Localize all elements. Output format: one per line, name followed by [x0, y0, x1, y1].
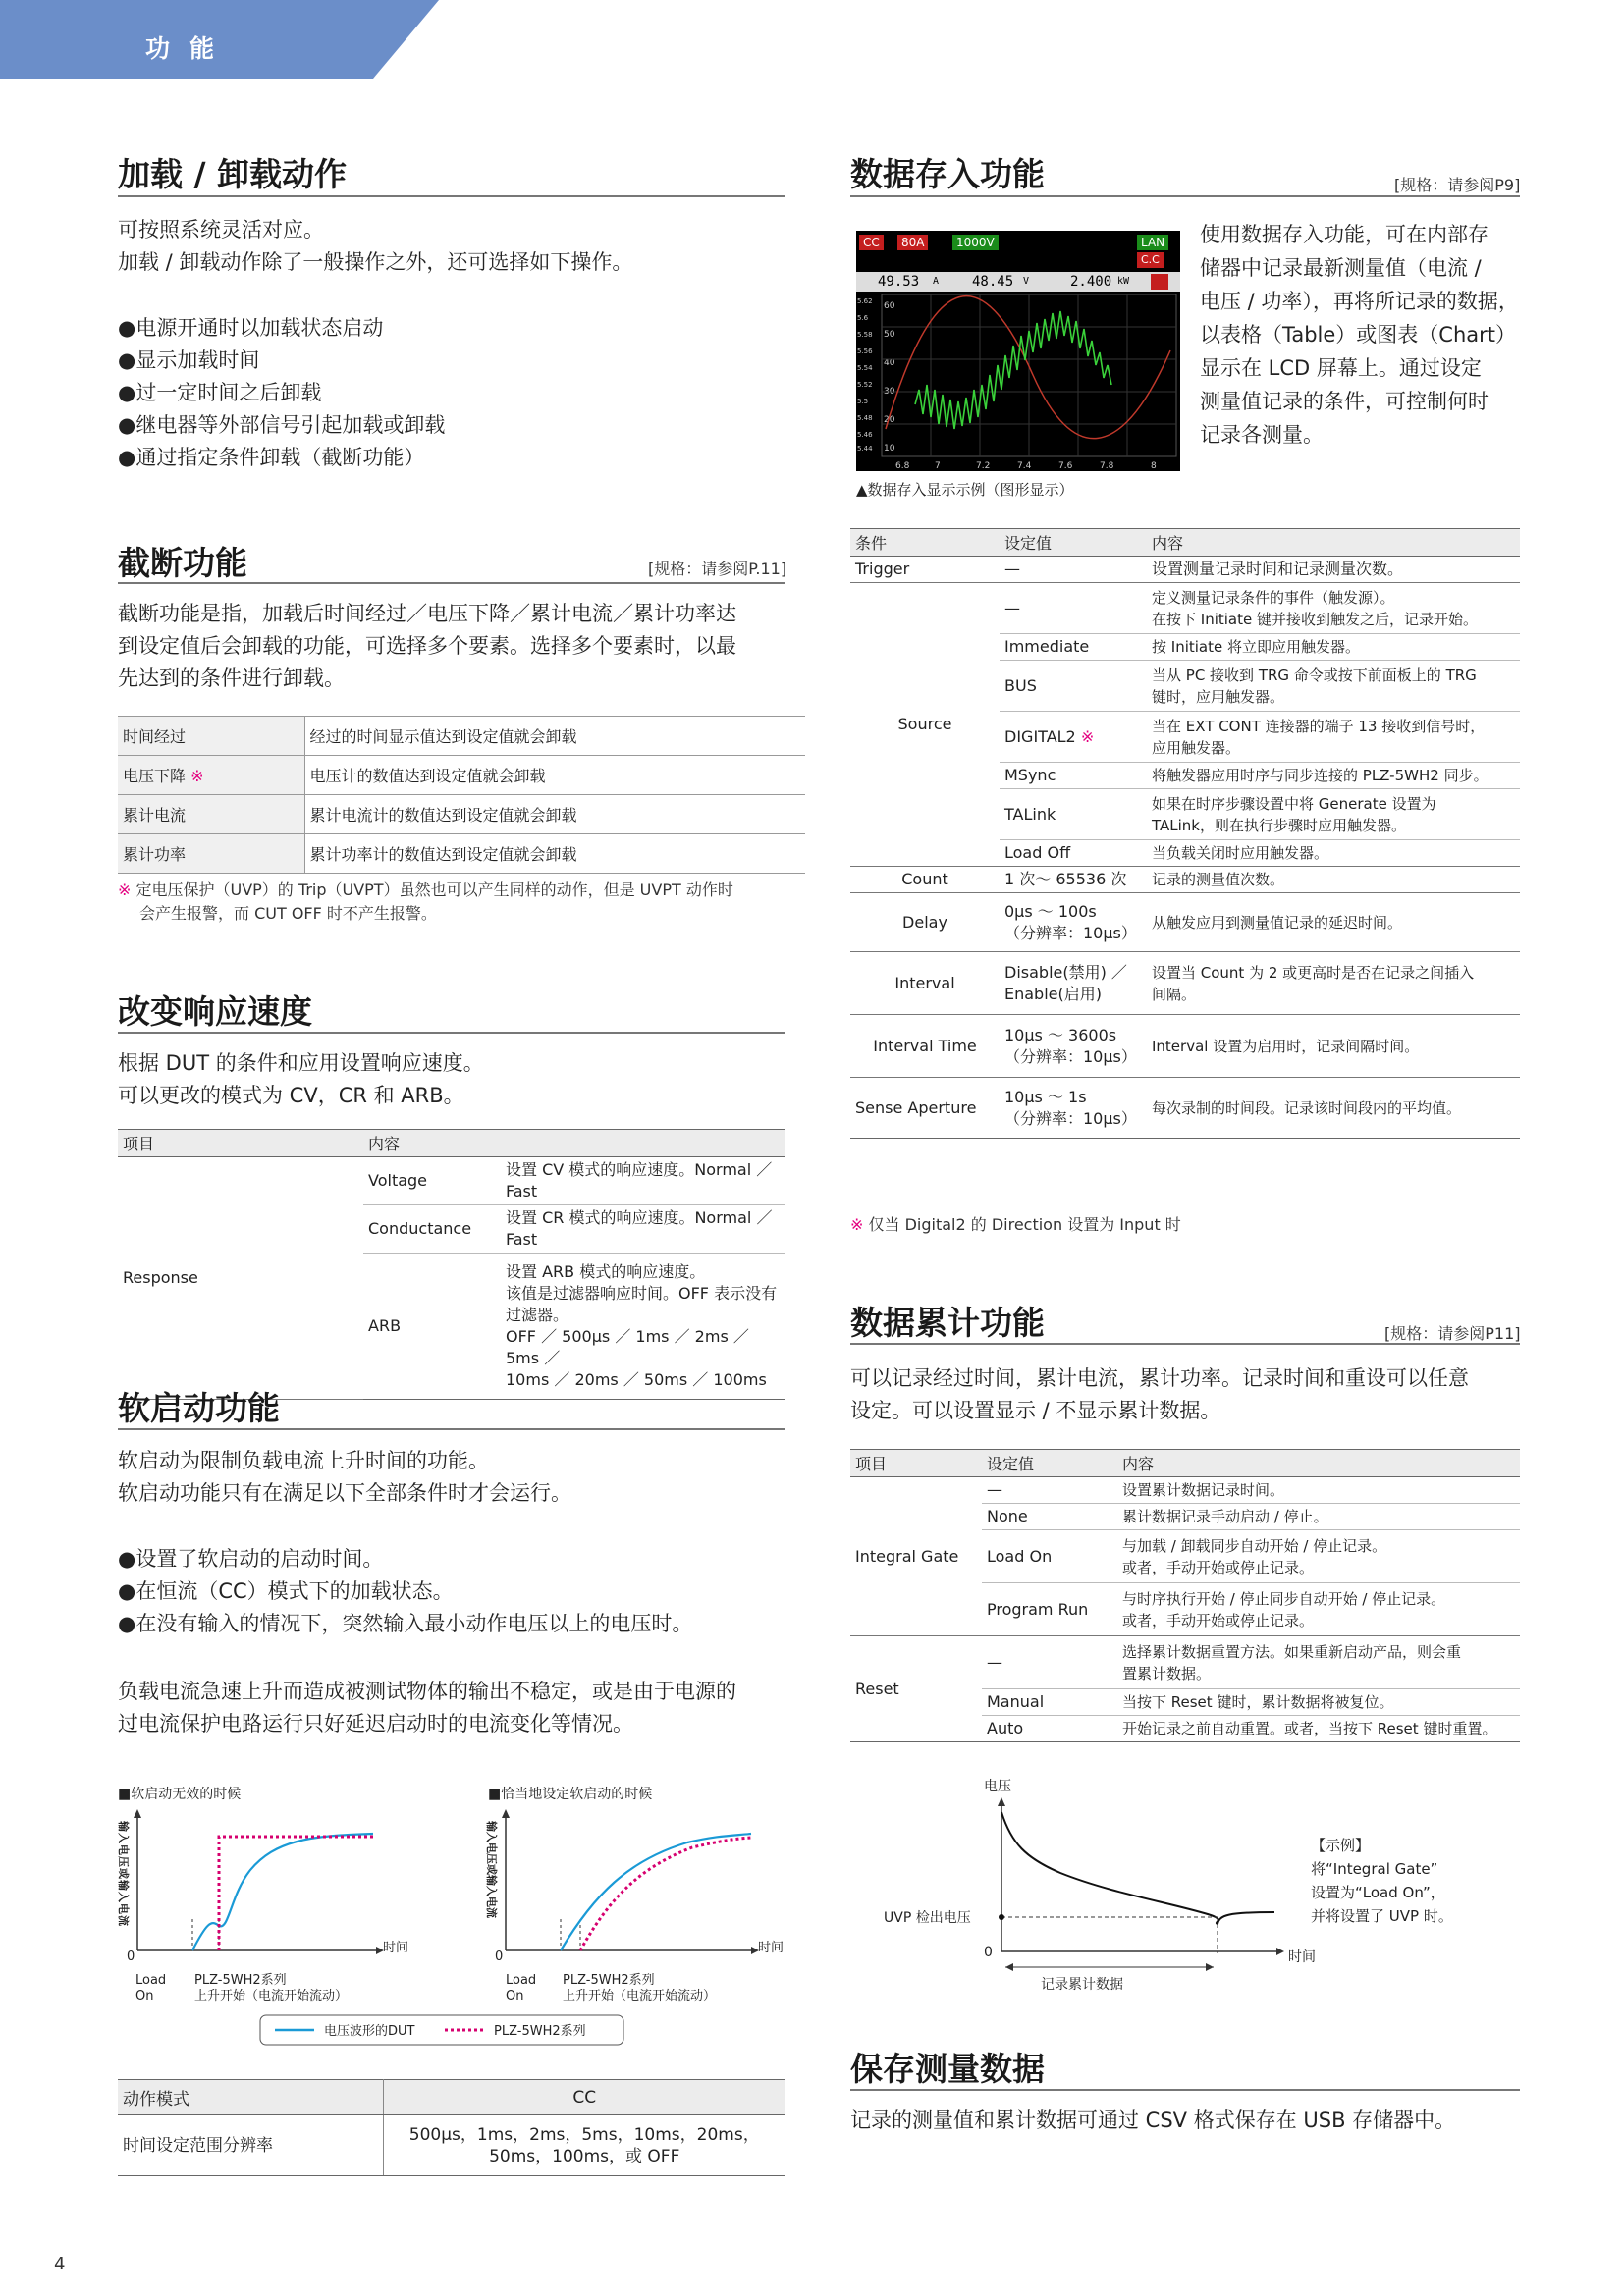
table-row: MSync 将触发器应用时序与同步连接的 PLZ-5WH2 同步。 — [850, 763, 1520, 789]
table-row: 累计电流 累计电流计的数值达到设定值就会卸载 — [118, 795, 805, 834]
response-table: 项目 内容 Response Voltage 设置 CV 模式的响应速度。Normal ／ Fast Conductance 设置 CR 模式的响应速度。Normal ／ Fast ARB 设置 ARB 模式的响应速度。 该值是过滤器响应时间。OFF 表示没有过滤器。 OFF ／ 500μs ／ 1ms ／ 2ms ／ 5ms ／ 10ms ／ 20ms ／ 50ms ／ 100ms — [118, 1129, 785, 1400]
origin-label: 0 — [127, 1949, 135, 1964]
lcd-screenshot: CC 80A 1000V LAN C.C 49.53 A 48.45 V 2.400 kW 5.62 5.6 5.58 5.56 5.54 5.52 5.5 5.48 5.46 5.44 60 50 40 30 20 10 6.8 7 7.2 7.4 7.6 7.8 8 — [856, 231, 1180, 471]
svg-text:并将设置了 UVP 时。: 并将设置了 UVP 时。 — [1311, 1907, 1453, 1925]
uvp-label: UVP 检出电压 — [884, 1910, 971, 1926]
mode-tag: CC — [859, 235, 884, 250]
table-row: Load Off 当负载关闭时应用触发器。 — [850, 840, 1520, 867]
svg-text:On: On — [135, 1989, 154, 2003]
svg-text:7.4: 7.4 — [1017, 461, 1032, 471]
plz-curve — [580, 1838, 751, 1950]
table-row: Interval Time 10μs ～ 3600s （分辨率：10μs） Interval 设置为启用时，记录间隔时间。 — [850, 1015, 1520, 1078]
dut-curve — [192, 1834, 373, 1950]
storage-table: 条件 设定值 内容 Trigger — 设置测量记录时间和记录测量次数。 Source — 定义测量记录条件的事件（触发源）。 在按下 Initiate 键并接收到触发之后，记录开始。 Immediate 按 Initiate 将立即应用触发器。 BUS 当从 PC 接收到 TRG 命令或按下前面板上的 TRG 键时，应用触发器。 DIGITAL2 ※ 当在 EXT CONT 连接器的端子 13 接收到信号时， 应用触发器。 MSync 将触发器应用时序与同步连接的 PLZ-5WH2 同步。 TALink 如果在时序步骤设置中将 Generate 设置为 TALink，则在执行步骤时应用触发器。 Load Off 当负载关闭时应用触发器。 Count 1 次～ 65536 次 记录的测量值次数。 Delay 0μs ～ 100s （分辨率：10μs） 从触发应用到测量值记录的延迟时间。 Interval Disable(禁用) ／ Enable(启用) 设置当 Count 为 2 或更高时是否在记录之间插入 间隔。 Interval Time 10μs ～ 3600s （分辨率：10μs） Interval 设置为启用时，记录间隔时间。 Sense Aperture 10μs ～ 1s （分辨率：10μs） 每次录制的时间段。记录该时间段内的平均值。 — [850, 528, 1520, 1139]
section-rule — [118, 1032, 785, 1034]
load-unload-intro: 可按照系统灵活对应。 加载 / 卸载动作除了一般操作之外，还可选择如下操作。 — [118, 218, 633, 274]
table-row: Delay 0μs ～ 100s （分辨率：10μs） 从触发应用到测量值记录的延迟时间。 — [850, 893, 1520, 952]
cc-tag: C.C — [1137, 252, 1164, 268]
section-title-accum: 数据累计功能 — [850, 1304, 1045, 1342]
table-row: Manual 当按下 Reset 键时，累计数据将被复位。 — [850, 1689, 1520, 1716]
spec-reference: [规格：请参阅P11] — [1384, 1324, 1521, 1343]
origin-label: 0 — [984, 1945, 993, 1960]
section-title-softstart: 软启动功能 — [118, 1389, 280, 1427]
table-row: Auto 开始记录之前自动重置。或者，当按下 Reset 键时重置。 — [850, 1716, 1520, 1742]
svg-text:5.44: 5.44 — [857, 445, 873, 453]
x-axis-label: 时间 — [383, 1941, 409, 1955]
section-title-storage: 数据存入功能 — [850, 155, 1045, 193]
svg-text:PLZ-5WH2系列: PLZ-5WH2系列 — [194, 1973, 287, 1988]
svg-text:5.5: 5.5 — [857, 398, 869, 405]
table-row: Program Run 与时序执行开始 / 停止同步自动开始 / 停止记录。 或者，手动开始或停止记录。 — [850, 1583, 1520, 1636]
span-label: 记录累计数据 — [1041, 1977, 1123, 1993]
example-note — [1311, 1837, 1453, 1925]
current-tag: 80A — [897, 235, 928, 250]
section-title-load-unload: 加载 / 卸载动作 — [118, 155, 348, 193]
page-header-title: 功能 — [145, 34, 235, 63]
svg-text:上升开始（电流开始流动）: 上升开始（电流开始流动） — [194, 1989, 349, 2003]
svg-text:7.2: 7.2 — [976, 461, 991, 471]
table-row: TALink 如果在时序步骤设置中将 Generate 设置为 TALink，则在执行步骤时应用触发器。 — [850, 789, 1520, 840]
accum-table: 项目 设定值 内容 Integral Gate — 设置累计数据记录时间。 None 累计数据记录手动启动 / 停止。 Load On 与加载 / 卸载同步自动开始 / 停止记录。 或者，手动开始或停止记录。 Program Run 与时序执行开始 / 停止同步自动开始 / 停止记录。 或者，手动开始或停止记录。 Reset — 选择累计数据重置方法。如果重新启动产品，则会重 置累计数据。 Manual 当按下 Reset 键时，累计数据将被复位。 Auto 开始记录之前自动重置。或者，当按下 Reset 键时重置。 — [850, 1449, 1520, 1742]
svg-text:PLZ-5WH2系列: PLZ-5WH2系列 — [563, 1973, 655, 1988]
save-description: 记录的测量值和累计数据可通过 CSV 格式保存在 USB 存储器中。 — [850, 2109, 1456, 2132]
table-row: Sense Aperture 10μs ～ 1s （分辨率：10μs） 每次录制的时间段。记录该时间段内的平均值。 — [850, 1078, 1520, 1139]
svg-text:5.52: 5.52 — [857, 381, 873, 389]
list-item: ●在没有输入的情况下，突然输入最小动作电压以上的电压时。 — [118, 1612, 693, 1635]
table-row: Count 1 次～ 65536 次 记录的测量值次数。 — [850, 867, 1520, 893]
softstart-explanation: 负载电流急速上升而造成被测试物体的输出不稳定，或是由于电源的 过电流保护电路运行只好延迟启动时的电流变化等情况。 — [118, 1680, 736, 1735]
legend-dut: 电压波形的DUT — [324, 2024, 415, 2039]
section-rule — [850, 2089, 1520, 2091]
chart-left — [117, 1809, 408, 2003]
x-axis-label: 时间 — [758, 1941, 785, 1955]
list-item: ●通过指定条件卸载（截断功能） — [118, 446, 425, 469]
table-row: 电压下降 ※ 电压计的数值达到设定值就会卸载 — [118, 756, 805, 795]
svg-text:5.56: 5.56 — [857, 347, 873, 355]
svg-text:6.8: 6.8 — [895, 461, 910, 471]
table-row: Conductance 设置 CR 模式的响应速度。Normal ／ Fast — [118, 1205, 785, 1254]
storage-note: ※ 仅当 Digital2 的 Direction 设置为 Input 时 — [850, 1215, 1181, 1234]
list-item: ●设置了软启动的启动时间。 — [118, 1547, 384, 1571]
list-item: ●继电器等外部信号引起加载或卸载 — [118, 413, 446, 437]
svg-text:【示例】: 【示例】 — [1311, 1837, 1371, 1854]
cutoff-table — [118, 716, 805, 874]
svg-text:40: 40 — [884, 358, 895, 368]
svg-text:On: On — [506, 1989, 524, 2003]
lan-tag: LAN — [1137, 235, 1168, 250]
svg-text:20: 20 — [884, 415, 895, 425]
y-axis-label: 输入电压或输入电流 — [485, 1821, 498, 1918]
table-row: 累计功率 累计功率计的数值达到设定值就会卸载 — [118, 834, 805, 874]
svg-text:50: 50 — [884, 330, 895, 340]
table-row: Load On 与加载 / 卸载同步自动开始 / 停止记录。 或者，手动开始或停止记录。 — [850, 1530, 1520, 1583]
table-row: Interval Disable(禁用) ／ Enable(启用) 设置当 Count 为 2 或更高时是否在记录之间插入 间隔。 — [850, 952, 1520, 1015]
section-title-response: 改变响应速度 — [118, 992, 312, 1031]
svg-text:5.58: 5.58 — [857, 331, 873, 339]
load-unload-bullets — [118, 312, 445, 474]
table-row: BUS 当从 PC 接收到 TRG 命令或按下前面板上的 TRG 键时，应用触发器。 — [850, 661, 1520, 712]
y-axis-label — [117, 1820, 131, 1927]
legend-plz: PLZ-5WH2系列 — [494, 2024, 586, 2039]
y-axis-label: 电压 — [984, 1779, 1011, 1794]
response-description: 根据 DUT 的条件和应用设置响应速度。 可以更改的模式为 CV，CR 和 ARB。 — [118, 1051, 484, 1107]
cutoff-note: ※ 定电压保护（UVP）的 Trip（UVPT）虽然也可以产生同样的动作，但是 UVPT 动作时 会产生报警，而 CUT OFF 时不产生报警。 — [118, 881, 733, 923]
svg-text:输入电压或输入电流: 输入电压或输入电流 — [117, 1821, 130, 1927]
spec-reference: [规格：请参阅P9] — [1394, 176, 1521, 194]
list-item: ●显示加载时间 — [118, 348, 260, 372]
accum-figure — [874, 1775, 1522, 2001]
spec-reference: [规格：请参阅P.11] — [648, 560, 787, 578]
lcd-caption: ▲数据存入显示示例（图形显示） — [856, 481, 1074, 499]
table-row: ARB 设置 ARB 模式的响应速度。 该值是过滤器响应时间。OFF 表示没有过滤器。 OFF ／ 500μs ／ 1ms ／ 2ms ／ 5ms ／ 10ms ／ 20ms ／ 50ms ／ 100ms — [118, 1254, 785, 1400]
softstart-figures — [113, 1782, 790, 2056]
table-row: Source — 定义测量记录条件的事件（触发源）。 在按下 Initiate 键并接收到触发之后，记录开始。 — [850, 583, 1520, 634]
accum-description: 可以记录经过时间，累计电流，累计功率。记录时间和重设可以任意 设定。可以设置显示 / 不显示累计数据。 — [850, 1366, 1469, 1422]
chart-legend — [260, 2015, 623, 2045]
svg-text:上升开始（电流开始流动）: 上升开始（电流开始流动） — [563, 1989, 717, 2003]
svg-text:60: 60 — [884, 301, 895, 311]
svg-text:5.62: 5.62 — [857, 297, 873, 305]
table-row: Integral Gate — 设置累计数据记录时间。 — [850, 1477, 1520, 1504]
voltage-tag: 1000V — [952, 235, 999, 250]
section-title-cutoff: 截断功能 — [118, 544, 247, 582]
section-rule — [118, 582, 785, 584]
svg-text:设置为“Load On”，: 设置为“Load On”， — [1311, 1884, 1445, 1901]
svg-text:5.54: 5.54 — [857, 364, 873, 372]
section-title-save: 保存测量数据 — [850, 2050, 1045, 2088]
svg-text:将“Integral Gate”: 将“Integral Gate” — [1311, 1860, 1438, 1878]
table-row: Response Voltage 设置 CV 模式的响应速度。Normal ／ Fast — [118, 1157, 785, 1205]
section-rule — [118, 1428, 785, 1430]
section-rule — [850, 1343, 1520, 1345]
list-item: ●电源开通时以加载状态启动 — [118, 316, 384, 340]
list-item: ●在恒流（CC）模式下的加载状态。 — [118, 1579, 454, 1603]
svg-text:10: 10 — [884, 444, 895, 454]
svg-text:Load: Load — [135, 1973, 167, 1988]
svg-text:7: 7 — [935, 461, 941, 471]
x-axis-label: 时间 — [1288, 1949, 1316, 1965]
cutoff-description: 截断功能是指，加载后时间经过／电压下降／累计电流／累计功率达 到设定值后会卸载的功能，可选择多个要素。选择多个要素时，以最 先达到的条件进行卸载。 — [118, 602, 736, 690]
table-row: 时间设定范围分辨率 500μs，1ms，2ms，5ms，10ms，20ms， 50ms，100ms，或 OFF — [118, 2115, 785, 2176]
svg-text:7.6: 7.6 — [1058, 461, 1073, 471]
page-number: 4 — [54, 2254, 66, 2274]
svg-text:30: 30 — [884, 387, 895, 397]
table-row: 时间经过 经过的时间显示值达到设定值就会卸载 — [118, 717, 805, 756]
origin-label: 0 — [495, 1949, 504, 1964]
list-item: ●过一定时间之后卸载 — [118, 381, 322, 404]
svg-text:7.8: 7.8 — [1100, 461, 1114, 471]
section-rule — [118, 195, 785, 197]
chart-title: ■软启动无效的时候 — [118, 1787, 242, 1802]
table-row: Immediate 按 Initiate 将立即应用触发器。 — [850, 634, 1520, 661]
chart-title: ■恰当地设定软启动的时候 — [488, 1787, 653, 1802]
table-row: DIGITAL2 ※ 当在 EXT CONT 连接器的端子 13 接收到信号时， 应用触发器。 — [850, 712, 1520, 763]
softstart-table: 动作模式 CC 时间设定范围分辨率 500μs，1ms，2ms，5ms，10ms，20ms， 50ms，100ms，或 OFF — [118, 2079, 785, 2176]
table-row: Reset — 选择累计数据重置方法。如果重新启动产品，则会重 置累计数据。 — [850, 1636, 1520, 1689]
section-rule — [850, 195, 1520, 197]
svg-text:8: 8 — [1151, 461, 1157, 471]
plz-curve — [219, 1837, 373, 1950]
storage-description: 使用数据存入功能，可在内部存 储器中记录最新测量值（电流 / 电压 / 功率），再将所记录的数据， 以表格（Table）或图表（Chart） 显示在 LCD 屏幕上。通过设定 测量值记录的条件，可控制何时 记录各测量。 — [1200, 223, 1519, 447]
table-row: Trigger — 设置测量记录时间和记录测量次数。 — [850, 557, 1520, 583]
chart-right — [485, 1809, 784, 2003]
softstart-description: 软启动为限制负载电流上升时间的功能。 软启动功能只有在满足以下全部条件时才会运行。 — [118, 1449, 571, 1505]
svg-text:5.6: 5.6 — [857, 314, 869, 322]
softstart-bullets — [118, 1543, 692, 1640]
svg-text:5.48: 5.48 — [857, 414, 873, 422]
svg-text:Load: Load — [506, 1973, 537, 1988]
table-row: None 累计数据记录手动启动 / 停止。 — [850, 1504, 1520, 1530]
svg-text:5.46: 5.46 — [857, 431, 873, 439]
